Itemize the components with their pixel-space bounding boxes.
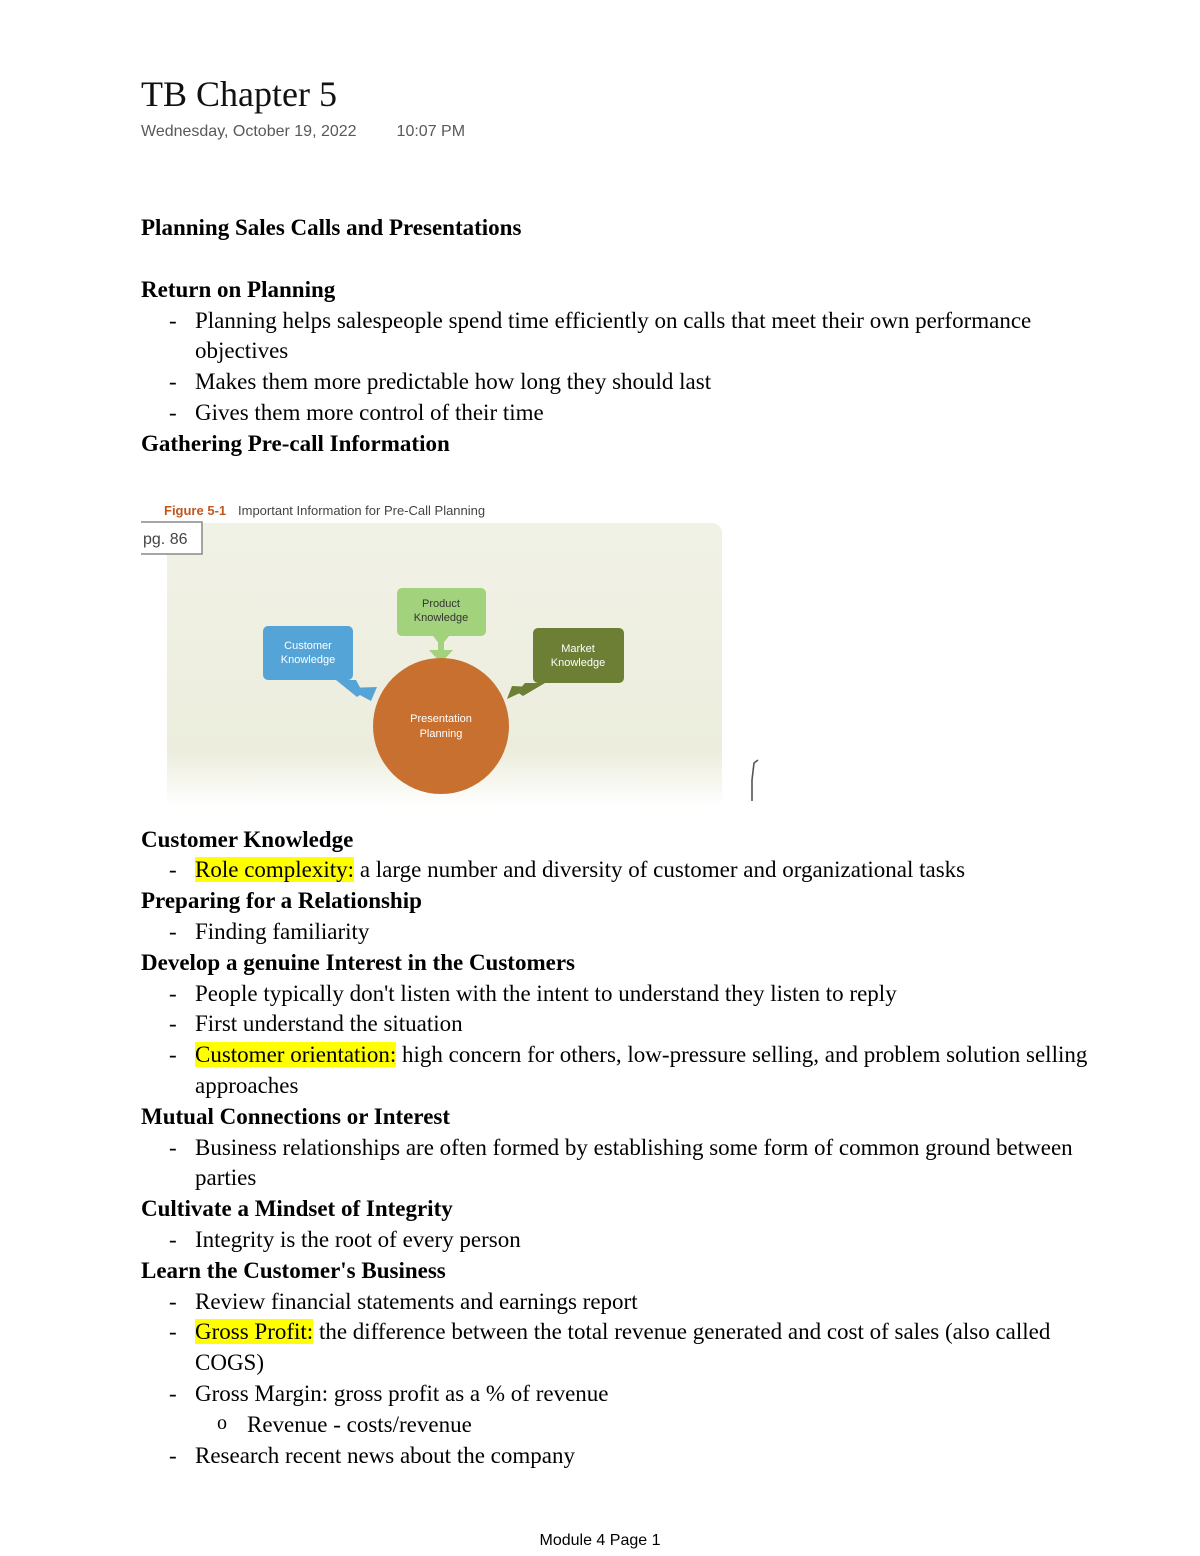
list-item [195, 1040, 1101, 1102]
term-definition: high concern for others, low-pressure selling, and problem solution selling approaches [195, 1042, 1088, 1098]
figure-precall-planning [141, 460, 1101, 825]
list-item: - People typically don't listen with the intent to understand they listen to reply [195, 979, 1101, 1010]
list-item [195, 855, 1101, 886]
heading-preparing-relationship: Preparing for a Relationship [141, 888, 422, 914]
heading-return-on-planning: Return on Planning [141, 276, 336, 302]
bracket-mark [752, 760, 758, 801]
list-learn-business [141, 1287, 1101, 1472]
node-product-label-2: Knowledge [413, 611, 469, 624]
page-date: Wednesday, October 19, 2022 [141, 123, 357, 140]
heading-genuine-interest: Develop a genuine Interest in the Customers [141, 949, 575, 975]
list-item: - Finding familiarity [195, 917, 1101, 948]
term-definition: the difference between the total revenue generated and cost of sales (also called COGS) [195, 1319, 1051, 1376]
list-customer-knowledge [141, 855, 1101, 886]
highlighted-term: Gross Profit: [195, 1319, 314, 1345]
list-item-text: Gross Margin: gross profit as a % of revenue [195, 1380, 609, 1406]
list-mutual-connections [141, 1133, 1101, 1195]
list-item: - Planning helps salespeople spend time efficiently on calls that meet their own performance objectives [195, 306, 1101, 368]
figure-label: Figure 5-1 [164, 502, 227, 518]
list-item: - Gives them more control of their time [195, 398, 1101, 429]
node-product-label-1: Product [422, 597, 460, 610]
list-item: - Review financial statements and earnings report [195, 1287, 1101, 1318]
node-market-knowledge [533, 628, 624, 683]
node-customer-label-2: Knowledge [280, 653, 336, 666]
list-item: - First understand the situation [195, 1009, 1101, 1040]
list-preparing-relationship [141, 917, 1101, 948]
page-ref-text: pg. 86 [143, 530, 188, 548]
node-center-label-1: Presentation [410, 712, 472, 725]
page-timestamp [141, 123, 465, 141]
heading-mutual-connections: Mutual Connections or Interest [141, 1103, 451, 1129]
page-title: TB Chapter 5 [141, 74, 337, 114]
sub-list [195, 1410, 1101, 1441]
node-customer-knowledge [263, 626, 353, 680]
heading-customer-knowledge: Customer Knowledge [141, 826, 354, 852]
list-return-on-planning [141, 306, 1101, 429]
figure-caption: Important Information for Pre-Call Planning [238, 502, 486, 518]
heading-integrity: Cultivate a Mindset of Integrity [141, 1196, 453, 1222]
node-market-label-2: Knowledge [550, 656, 606, 669]
node-customer-label-1: Customer [284, 639, 332, 652]
heading-learn-business: Learn the Customer's Business [141, 1257, 446, 1283]
list-item: - Makes them more predictable how long they should last [195, 367, 1101, 398]
heading-gathering-precall: Gathering Pre-call Information [141, 430, 450, 456]
main-heading: Planning Sales Calls and Presentations [141, 215, 522, 240]
list-integrity [141, 1225, 1101, 1256]
node-center-label-2: Planning [419, 727, 463, 740]
list-genuine-interest [141, 979, 1101, 1102]
list-item [195, 1379, 1101, 1441]
term-definition: a large number and diversity of customer and organizational tasks [354, 857, 966, 883]
highlighted-term: Customer orientation: [195, 1042, 397, 1068]
figure-diagram [141, 460, 1101, 825]
note-body [141, 213, 1101, 1471]
sub-list-item: o Revenue - costs/revenue [247, 1410, 1101, 1441]
list-item [195, 1317, 1101, 1379]
list-item: - Research recent news about the company [195, 1441, 1101, 1472]
page-footer: Module 4 Page 1 [539, 1532, 661, 1549]
page-time: 10:07 PM [396, 123, 466, 140]
list-item: - Business relationships are often formed by establishing some form of common ground between parties [195, 1133, 1101, 1195]
node-presentation-planning [373, 658, 509, 794]
list-item: - Integrity is the root of every person [195, 1225, 1101, 1256]
highlighted-term: Role complexity: [195, 857, 355, 883]
node-market-label-1: Market [561, 642, 595, 655]
